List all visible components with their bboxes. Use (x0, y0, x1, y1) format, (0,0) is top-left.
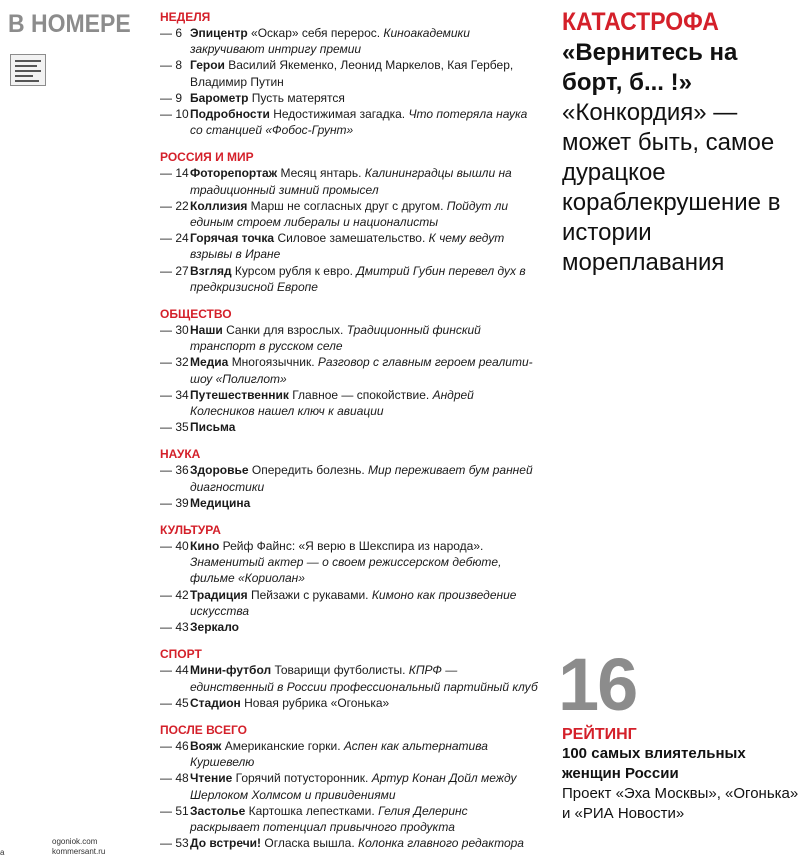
rubric-label: Здоровье (190, 463, 249, 478)
toc-section (160, 447, 540, 511)
article-title: Огласка вышла. (264, 836, 355, 851)
rating-kicker: РЕЙТИНГ (562, 726, 637, 743)
article-title: Горячий потусторонник. (235, 771, 369, 786)
page-number: — 22 (160, 198, 189, 213)
table-of-contents (160, 10, 540, 863)
rubric-label: Вояж (190, 738, 222, 753)
page-title: В НОМЕРЕ (8, 10, 131, 38)
toc-entry[interactable] (160, 495, 540, 511)
article-title: Пейзажи с рукавами. (250, 587, 369, 602)
article-description: Колонка главного редактора (358, 836, 524, 851)
toc-entry[interactable] (160, 322, 540, 354)
article-title: Опередить болезнь. (251, 463, 365, 478)
toc-entry[interactable] (160, 462, 540, 494)
rubric-label: Герои (190, 58, 225, 73)
article-description: Пойдут ли единым строем либералы и националисты (190, 198, 509, 230)
page-number: — 9 (160, 90, 183, 105)
article-description: Аспен как альтернатива Куршевелю (190, 738, 488, 770)
toc-entry[interactable] (160, 198, 540, 230)
toc-entry[interactable] (160, 387, 540, 419)
footer-link-ogoniok[interactable]: ogoniok.com (52, 837, 98, 846)
toc-entry[interactable] (160, 90, 540, 106)
article-title: Марш не согласных друг с другом. (250, 198, 444, 213)
page-corner-mark: a (0, 848, 5, 857)
page-number: — 24 (160, 231, 189, 246)
section-title: РОССИЯ И МИР (160, 150, 254, 165)
article-description: Знаменитый актер — о своем режиссерском дебюте, фильме «Кориолан» (190, 555, 502, 586)
article-description: К чему ведут взрывы в Иране (190, 231, 505, 262)
toc-entry[interactable] (160, 106, 540, 138)
toc-entry[interactable] (160, 538, 540, 587)
article-title: «Оскар» себя перерос. (251, 26, 381, 40)
rubric-label: Традиция (190, 587, 248, 602)
rubric-label: Подробности (190, 107, 270, 122)
toc-entry[interactable] (160, 619, 540, 635)
rubric-label: Зеркало (190, 620, 239, 635)
toc-entry[interactable] (160, 230, 540, 262)
toc-entry[interactable] (160, 695, 540, 711)
section-title: ПОСЛЕ ВСЕГО (160, 722, 247, 737)
article-title: Многоязычник. (231, 355, 315, 370)
section-title: НЕДЕЛЯ (160, 10, 211, 24)
toc-entry[interactable] (160, 57, 540, 89)
feature-block[interactable] (562, 8, 802, 278)
article-description: Киноакадемики закручивают интригу премии (190, 26, 470, 57)
page-number: — 42 (160, 587, 189, 602)
rubric-label: Эпицентр (190, 26, 248, 40)
toc-entry[interactable] (160, 738, 540, 770)
toc-entry[interactable] (160, 165, 540, 197)
rubric-label: Коллизия (190, 198, 248, 213)
rating-headline[interactable]: 100 самых влиятельных женщин России (562, 745, 746, 782)
section-title: НАУКА (160, 447, 201, 462)
article-description: Мир переживает бум ранней диагностики (190, 463, 533, 494)
toc-section (160, 10, 540, 138)
article-description: Традиционный финский транспорт в русском селе (190, 323, 481, 354)
article-title: Новая рубрика «Огонька» (244, 695, 390, 710)
rubric-label: Наши (190, 323, 223, 338)
page-number: — 40 (160, 539, 189, 554)
article-title: Василий Якеменко, Леонид Маркелов, Кая Гербер, Владимир Путин (190, 58, 514, 89)
toc-entry[interactable] (160, 587, 540, 619)
section-title: СПОРТ (160, 647, 202, 662)
article-description: Разговор с главным героем реалити-шоу «Полиглот» (190, 355, 533, 386)
article-description: Кимоно как произведение искусства (190, 587, 517, 618)
rubric-label: До встречи! (190, 836, 262, 851)
page-number: — 32 (160, 355, 189, 370)
toc-entry[interactable] (160, 662, 540, 694)
toc-entry[interactable] (160, 770, 540, 802)
page-number: — 46 (160, 738, 189, 753)
toc-section (160, 723, 540, 851)
article-description: Артур Конан Дойл между Шерлоком Холмсом и привидениями (190, 771, 517, 802)
rubric-label: Барометр (190, 90, 249, 105)
rubric-label: Взгляд (190, 263, 232, 278)
article-title: Курсом рубля к евро. (234, 263, 353, 278)
rubric-label: Путешественник (190, 387, 289, 402)
article-title: Недостижимая загадка. (273, 107, 406, 122)
toc-section (160, 307, 540, 435)
toc-entry[interactable] (160, 803, 540, 835)
rubric-label: Письма (190, 420, 236, 435)
page-number: — 48 (160, 771, 189, 786)
page-number: — 8 (160, 58, 183, 73)
rating-block[interactable] (562, 726, 802, 824)
page-number: — 34 (160, 387, 189, 402)
feature-lead: «Конкордия» — может быть, самое дурацкое кораблекрушение в истории мореплавания (562, 99, 781, 276)
article-description: Что потеряла наука со станцией «Фобос-Грунт» (190, 107, 528, 138)
rubric-label: Кино (190, 539, 220, 554)
toc-entry[interactable] (160, 835, 540, 851)
feature-kicker: КАТАСТРОФА (562, 8, 719, 36)
toc-section (160, 647, 540, 711)
article-title: Месяц янтарь. (280, 166, 362, 181)
feature-headline[interactable]: «Вернитесь на борт, б... !» (562, 39, 738, 96)
page-number: — 30 (160, 323, 189, 338)
article-title: Силовое замешательство. (277, 231, 426, 246)
page-number: — 39 (160, 495, 189, 510)
rating-lead: Проект «Эха Москвы», «Огонька» и «РИА Новости» (562, 785, 799, 822)
page-number: — 53 (160, 836, 189, 851)
page-number: — 43 (160, 620, 189, 635)
toc-entry[interactable] (160, 263, 540, 295)
article-title: Санки для взрослых. (226, 323, 344, 338)
page-number: — 44 (160, 663, 189, 678)
page-number: — 35 (160, 420, 189, 435)
page-number: — 27 (160, 263, 189, 278)
article-title: Пусть матерятся (251, 90, 345, 105)
page-number: — 14 (160, 166, 189, 181)
article-title: Товарищи футболисты. (274, 663, 406, 678)
toc-entry[interactable] (160, 419, 540, 435)
rubric-label: Мини-футбол (190, 663, 272, 678)
toc-section (160, 523, 540, 635)
article-title: Картошка лепестками. (248, 803, 375, 818)
article-title: Главное — спокойствие. (292, 387, 430, 402)
article-description: Гелия Делеринс раскрывает потенциал привычного продукта (190, 803, 468, 834)
footer-links (52, 837, 105, 857)
toc-entry[interactable] (160, 25, 540, 57)
toc-entry[interactable] (160, 354, 540, 386)
toc-icon (10, 54, 46, 86)
page-number: — 51 (160, 803, 189, 818)
article-title: Американские горки. (224, 738, 341, 753)
article-title: Рейф Файнс: «Я верю в Шекспира из народа». (222, 539, 484, 554)
toc-section (160, 150, 540, 295)
page-number: — 6 (160, 26, 183, 40)
rubric-label: Горячая точка (190, 231, 275, 246)
rubric-label: Медиа (190, 355, 229, 370)
rubric-label: Фоторепортаж (190, 166, 278, 181)
article-description: КПРФ — единственный в России профессиональный партийный клуб (190, 663, 538, 694)
rubric-label: Чтение (190, 771, 233, 786)
section-title: КУЛЬТУРА (160, 523, 221, 538)
rating-page-number: 16 (558, 643, 637, 726)
article-description: Калининградцы вышли на традиционный зимний промысел (190, 166, 512, 197)
article-description: Дмитрий Губин перевел дух в предкризисной Европе (190, 263, 526, 294)
rubric-label: Застолье (190, 803, 246, 818)
rubric-label: Стадион (190, 695, 241, 710)
section-title: ОБЩЕСТВО (160, 307, 232, 322)
article-description: Андрей Колесников нашел ключ к авиации (190, 387, 474, 419)
footer-link-kommersant[interactable]: kommersant.ru (52, 847, 106, 856)
page-number: — 10 (160, 107, 189, 122)
page-number: — 36 (160, 463, 189, 478)
rubric-label: Медицина (190, 495, 251, 510)
page-number: — 45 (160, 695, 189, 710)
